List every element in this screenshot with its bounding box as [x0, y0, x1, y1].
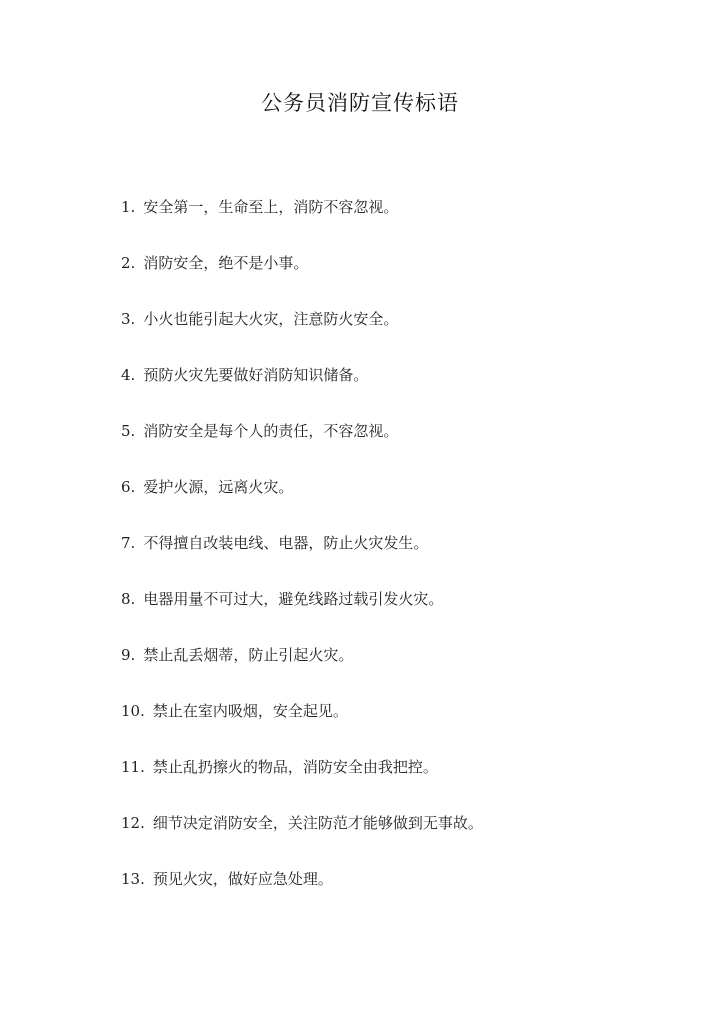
list-item	[121, 363, 681, 419]
list-item	[121, 195, 681, 251]
list-item	[121, 251, 681, 307]
list-item-number: 8.	[121, 590, 136, 608]
list-item-number: 7.	[121, 534, 136, 552]
list-item-number: 9.	[121, 646, 136, 664]
list-item-number: 6.	[121, 478, 136, 496]
list-item-text: 消防安全是每个人的责任，不容忽视。	[143, 422, 399, 440]
list-item	[121, 755, 681, 811]
page-title: 公务员消防宣传标语	[261, 91, 459, 115]
list-item	[121, 587, 681, 643]
list-item-number: 12.	[121, 814, 145, 832]
list-item-text: 小火也能引起大火灾，注意防火安全。	[143, 310, 399, 328]
list-item-number: 2.	[121, 254, 136, 272]
list-item-text: 爱护火源，远离火灾。	[143, 478, 294, 496]
slogan-list	[121, 195, 681, 923]
list-item	[121, 419, 681, 475]
list-item-number: 10.	[121, 702, 145, 720]
list-item-text: 电器用量不可过大，避免线路过载引发火灾。	[143, 590, 444, 608]
list-item	[121, 531, 681, 587]
list-item-number: 13.	[121, 870, 145, 888]
list-item-number: 5.	[121, 422, 136, 440]
list-item	[121, 475, 681, 531]
list-item-number: 11.	[121, 758, 145, 776]
list-item	[121, 307, 681, 363]
list-item-text: 细节决定消防安全，关注防范才能够做到无事故。	[152, 814, 483, 832]
list-item	[121, 699, 681, 755]
list-item	[121, 867, 681, 923]
list-item-text: 禁止在室内吸烟，安全起见。	[152, 702, 348, 720]
list-item	[121, 811, 681, 867]
list-item-number: 1.	[121, 198, 136, 216]
list-item-text: 预防火灾先要做好消防知识储备。	[143, 366, 369, 384]
list-item-number: 4.	[121, 366, 136, 384]
list-item-text: 安全第一，生命至上，消防不容忽视。	[143, 198, 399, 216]
list-item-number: 3.	[121, 310, 136, 328]
list-item-text: 禁止乱扔擦火的物品，消防安全由我把控。	[152, 758, 438, 776]
list-item	[121, 643, 681, 699]
list-item-text: 不得擅自改装电线、电器，防止火灾发生。	[143, 534, 429, 552]
list-item-text: 消防安全，绝不是小事。	[143, 254, 309, 272]
list-item-text: 预见火灾，做好应急处理。	[152, 870, 333, 888]
list-item-text: 禁止乱丢烟蒂，防止引起火灾。	[143, 646, 354, 664]
